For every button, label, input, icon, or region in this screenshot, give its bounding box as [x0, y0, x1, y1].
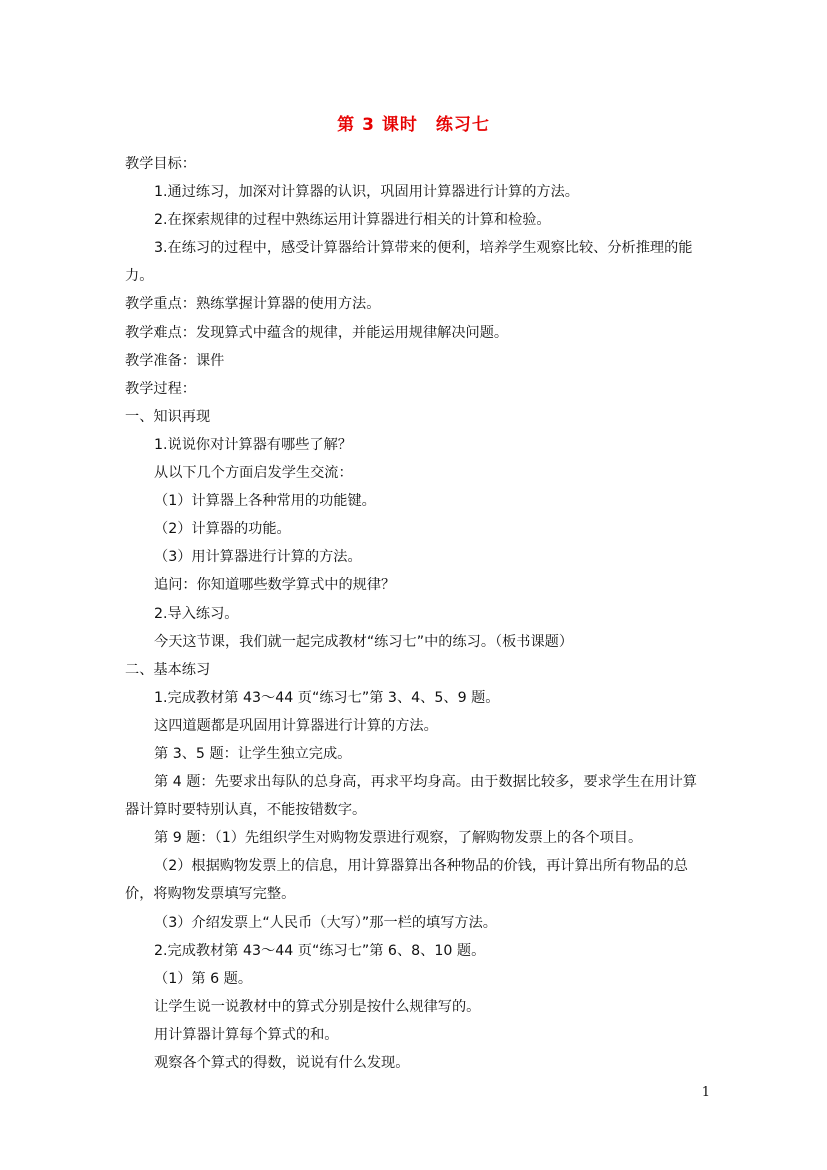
text-line: 用计算器计算每个算式的和。	[154, 1026, 339, 1043]
text-line: 教学重点：熟练掌握计算器的使用方法。	[125, 296, 381, 313]
text-line: 追问：你知道哪些数学算式中的规律？	[154, 577, 396, 594]
text-line: 2.在探索规律的过程中熟练运用计算器进行相关的计算和检验。	[154, 212, 551, 229]
text-line: 第 4 题：先要求出每队的总身高，再求平均身高。由于数据比较多，要求学生在用计算	[154, 774, 697, 791]
text-line: 一、知识再现	[125, 408, 211, 425]
text-line: （2）计算器的功能。	[154, 521, 291, 538]
text-line: 教学目标：	[125, 156, 196, 172]
text-line: 3.在练习的过程中，感受计算器给计算带来的便利，培养学生观察比较、分析推理的能	[154, 240, 693, 257]
text-line: 二、基本练习	[125, 661, 211, 678]
text-line: 今天这节课，我们就一起完成教材“练习七”中的练习。（板书课题）	[154, 633, 574, 650]
text-line: （3）介绍发票上“人民币（大写）”那一栏的填写方法。	[154, 914, 497, 931]
text-line: 观察各个算式的得数，说说有什么发现。	[154, 1055, 410, 1071]
text-line: （1）计算器上各种常用的功能键。	[154, 493, 376, 510]
page-number: 1	[701, 1085, 710, 1100]
text-line: 力。	[125, 268, 154, 285]
text-line: 这四道题都是巩固用计算器进行计算的方法。	[154, 717, 438, 734]
text-line: 1.完成教材第 43～44 页“练习七”第 3、4、5、9 题。	[154, 689, 500, 706]
text-line: 第 9 题：（1）先组织学生对购物发票进行观察，了解购物发票上的各个项目。	[154, 830, 643, 847]
text-line: （3）用计算器进行计算的方法。	[154, 549, 362, 566]
text-line: 教学准备：课件	[125, 352, 225, 369]
document-body	[125, 150, 710, 1077]
text-line: 教学难点：发现算式中蕴含的规律，并能运用规律解决问题。	[125, 324, 509, 341]
text-line: （1）第 6 题。	[154, 970, 253, 987]
text-line: 第 3、5 题：让学生独立完成。	[154, 745, 352, 762]
text-line: 1.通过练习，加深对计算器的认识，巩固用计算器进行计算的方法。	[154, 184, 579, 201]
text-line: 教学过程：	[125, 380, 196, 397]
text-line: 器计算时要特别认真，不能按错数字。	[125, 802, 367, 819]
text-line: 让学生说一说教材中的算式分别是按什么规律写的。	[154, 998, 481, 1015]
text-line: 2.导入练习。	[154, 605, 239, 622]
text-line: （2）根据购物发票上的信息，用计算器算出各种物品的价钱，再计算出所有物品的总	[154, 858, 688, 875]
text-line: 价，将购物发票填写完整。	[125, 886, 296, 903]
text-line: 2.完成教材第 43～44 页“练习七”第 6、8、10 题。	[154, 942, 486, 959]
page-title: 第 3 课时 练习七	[337, 115, 490, 135]
text-line: 1.说说你对计算器有哪些了解？	[154, 436, 352, 453]
text-line: 从以下几个方面启发学生交流：	[154, 465, 353, 482]
